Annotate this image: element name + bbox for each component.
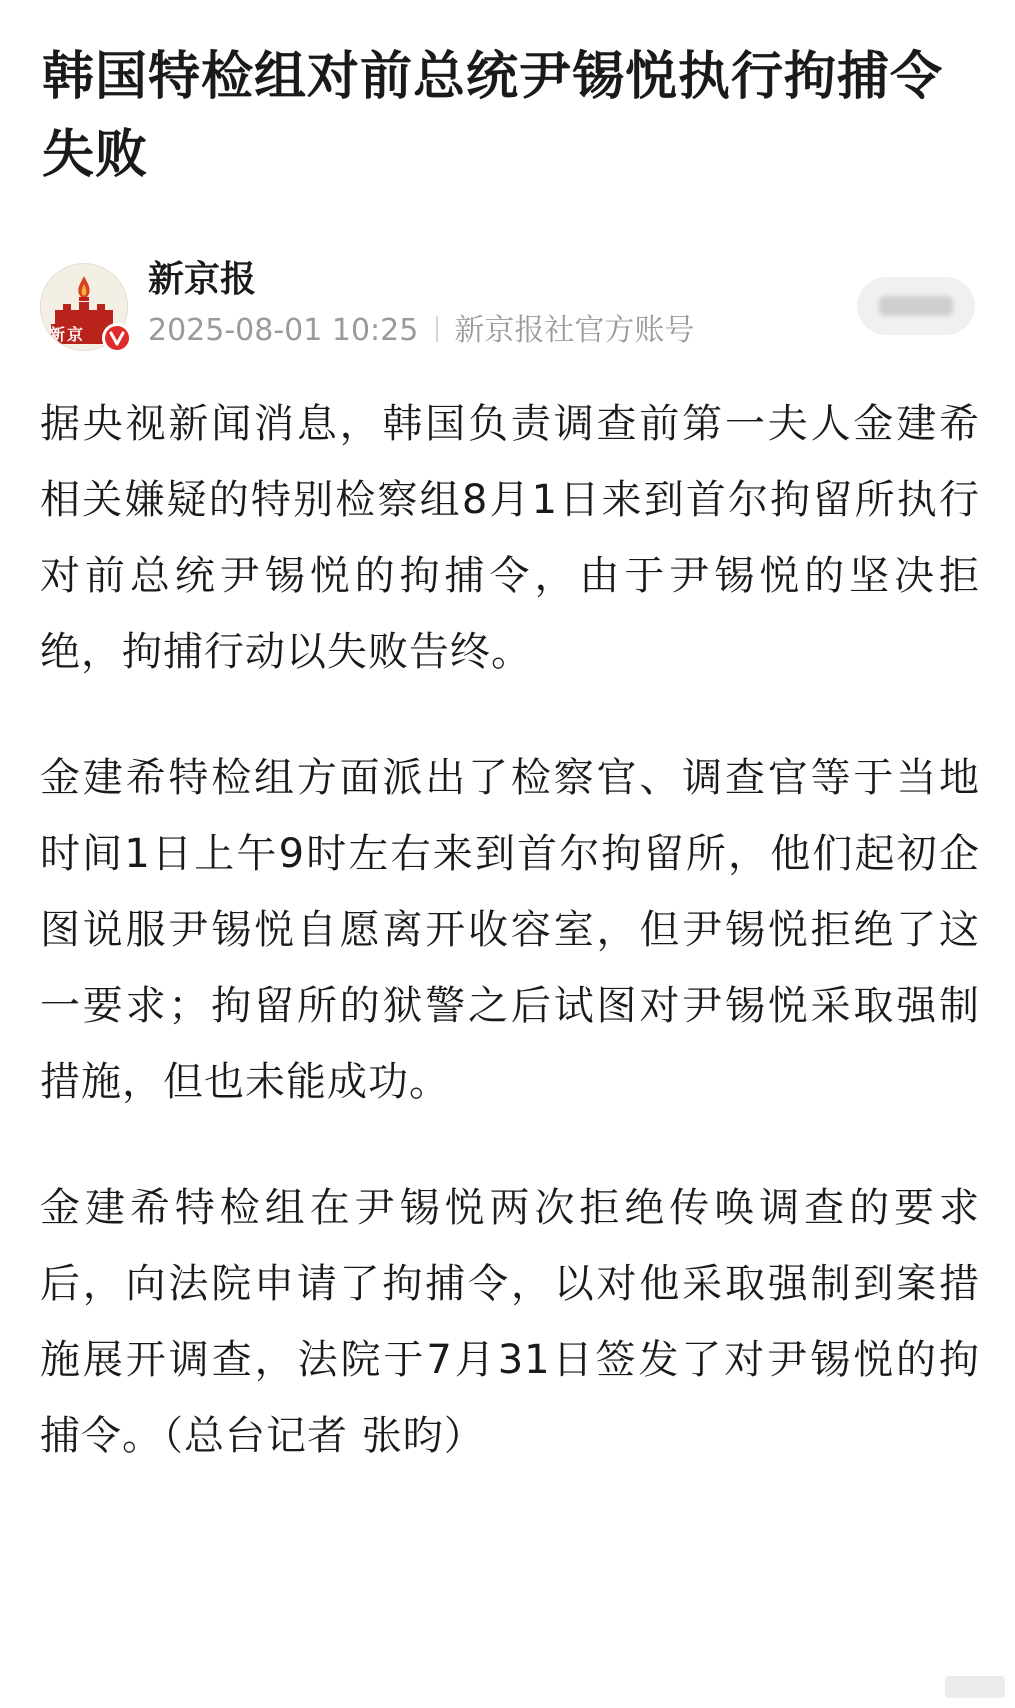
publish-time: 2025-08-01 10:25 — [148, 313, 419, 348]
meta-divider — [436, 316, 438, 342]
follow-button[interactable] — [857, 277, 975, 335]
post-meta — [148, 311, 694, 351]
verified-icon — [102, 323, 132, 353]
paragraph-1: 据央视新闻消息，韩国负责调查前第一夫人金建希相关嫌疑的特别检察组8月1日来到首尔拘留所执行对前总统尹锡悦的拘捕令，由于尹锡悦的坚决拒绝，拘捕行动以失败告终。 — [40, 401, 980, 675]
author-info — [40, 255, 975, 355]
author-name[interactable]: 新京报 — [148, 259, 257, 300]
account-type: 新京报社官方账号 — [454, 313, 695, 348]
blurred-button-label — [879, 296, 953, 316]
paragraph-3: 金建希特检组在尹锡悦两次拒绝传唤调查的要求后，向法院申请了拘捕令，以对他采取强制到案措施展开调查，法院于7月31日签发了对尹锡悦的拘捕令。（总台记者 张昀） — [40, 1185, 980, 1459]
watermark — [945, 1676, 1005, 1698]
article-title: 韩国特检组对前总统尹锡悦执行拘捕令失败 — [42, 47, 944, 185]
avatar-logo-text: 新京 — [49, 325, 86, 344]
article-body — [40, 386, 980, 1524]
paragraph-2: 金建希特检组方面派出了检察官、调查官等于当地时间1日上午9时左右来到首尔拘留所，他们起初企图说服尹锡悦自愿离开收容室，但尹锡悦拒绝了这一要求；拘留所的狱警之后试图对尹锡悦采取强制措施，但也未能成功。 — [40, 755, 980, 1105]
